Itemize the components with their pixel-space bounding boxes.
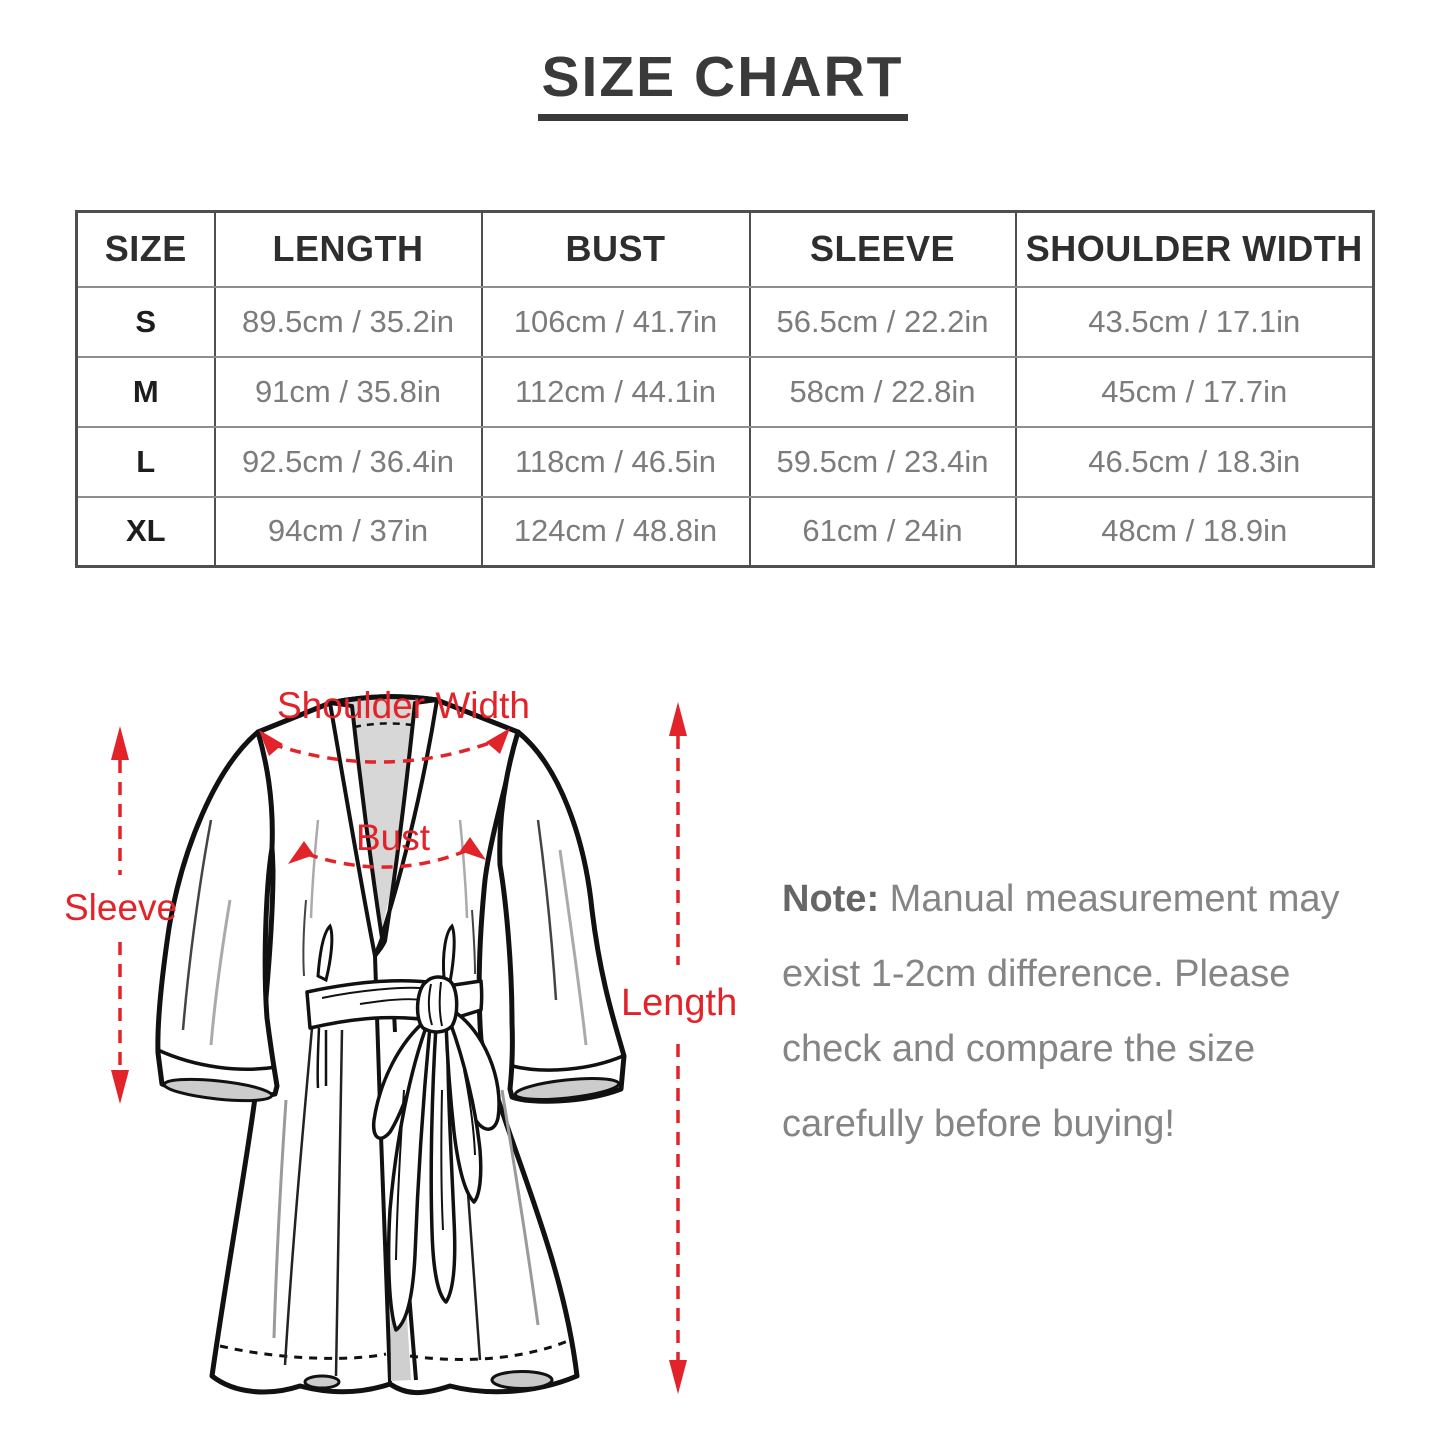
col-header-sleeve: SLEEVE — [750, 212, 1016, 287]
length-label: Length — [621, 982, 738, 1024]
note-line-4: carefully before buying! — [782, 1103, 1175, 1145]
sleeve-value: 56.5cm / 22.2in — [750, 287, 1016, 357]
sleeve-value: 61cm / 24in — [750, 497, 1016, 567]
size-value: M — [77, 357, 215, 427]
size-value: L — [77, 427, 215, 497]
size-table — [75, 210, 1375, 568]
length-arrowhead-top — [669, 702, 687, 736]
table-header-row — [77, 212, 1374, 287]
col-header-length: LENGTH — [215, 212, 482, 287]
note-label: Note: — [782, 878, 880, 920]
sleeve-value: 59.5cm / 23.4in — [750, 427, 1016, 497]
length-value: 92.5cm / 36.4in — [215, 427, 482, 497]
col-header-bust: BUST — [482, 212, 750, 287]
note-text — [782, 862, 1442, 1162]
sleeve-label: Sleeve — [64, 887, 178, 928]
note-line-3: check and compare the size — [782, 1028, 1256, 1070]
sleeve-value: 58cm / 22.8in — [750, 357, 1016, 427]
shoulder-width-value: 48cm / 18.9in — [1016, 497, 1374, 567]
table-row — [77, 287, 1374, 357]
col-header-size: SIZE — [77, 212, 215, 287]
note-line-1 — [782, 862, 1442, 937]
bust-label: Bust — [356, 817, 431, 858]
bust-value: 106cm / 41.7in — [482, 287, 750, 357]
length-value: 91cm / 35.8in — [215, 357, 482, 427]
page-title-wrap — [0, 46, 1445, 121]
table-row — [77, 357, 1374, 427]
bust-value: 112cm / 44.1in — [482, 357, 750, 427]
size-value: S — [77, 287, 215, 357]
size-value: XL — [77, 497, 215, 567]
shoulder-width-value: 45cm / 17.7in — [1016, 357, 1374, 427]
note-line-2: exist 1-2cm difference. Please — [782, 953, 1291, 995]
length-value: 94cm / 37in — [215, 497, 482, 567]
page-title: SIZE CHART — [538, 46, 908, 121]
right-sleeve — [500, 732, 624, 1103]
sleeve-arrowhead-bottom — [111, 1070, 129, 1104]
shoulder-width-label: Shoulder Width — [277, 685, 530, 726]
robe-illustration — [60, 670, 760, 1420]
col-header-shoulder-width: SHOULDER WIDTH — [1016, 212, 1374, 287]
shoulder-width-value: 46.5cm / 18.3in — [1016, 427, 1374, 497]
length-arrowhead-bottom — [669, 1360, 687, 1394]
shoulder-width-value: 43.5cm / 17.1in — [1016, 287, 1374, 357]
size-table-header — [77, 212, 1374, 287]
table-row — [77, 497, 1374, 567]
bust-value: 124cm / 48.8in — [482, 497, 750, 567]
table-row — [77, 427, 1374, 497]
bust-value: 118cm / 46.5in — [482, 427, 750, 497]
sleeve-arrowhead-top — [111, 726, 129, 760]
note-line-1-text: Manual measurement may — [889, 878, 1340, 920]
length-value: 89.5cm / 35.2in — [215, 287, 482, 357]
size-table-body — [77, 287, 1374, 567]
